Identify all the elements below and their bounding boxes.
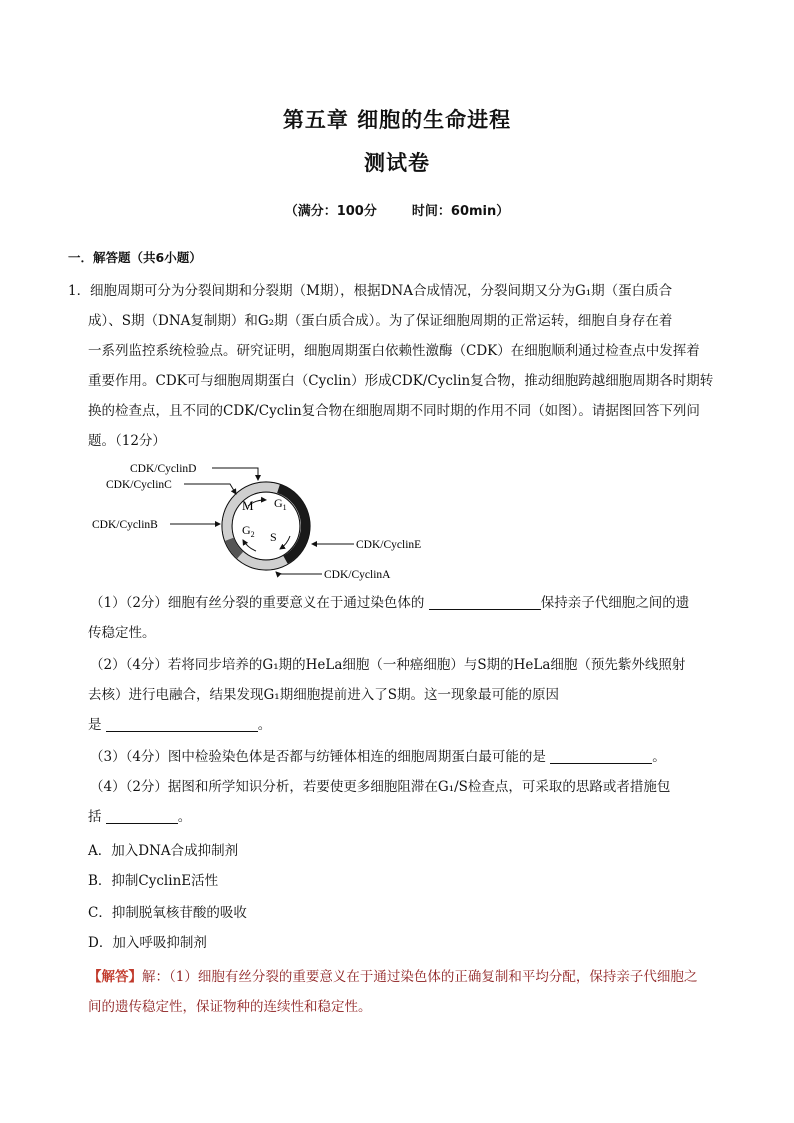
arrow-cyclin-a [276, 572, 322, 574]
subquestion-2-line1: （2）（4分）若将同步培养的G₁期的HeLa细胞（一种癌细胞）与S期的HeLa细胞（预先紫外线照射 [90, 657, 686, 673]
subquestion-3: （3）（4分）图中检验染色体是否都与纺锤体相连的细胞周期蛋白最可能的是 。 [90, 749, 666, 765]
question-number: 1． [68, 283, 91, 299]
label-cyclin-c: CDK/CyclinC [106, 479, 172, 491]
cycle-arrow-right [280, 536, 290, 549]
subquestion-1-line2: 传稳定性。 [88, 625, 156, 641]
question-stem-line1: 细胞周期可分为分裂间期和分裂期（M期），根据DNA合成情况，分裂间期又分为G₁期（蛋白质合 [90, 283, 673, 299]
subquestion-1-line1: （1）（2分）细胞有丝分裂的重要意义在于通过染色体的 保持亲子代细胞之间的遗 [90, 595, 690, 611]
question-stem-line3: 一系列监控系统检验点。研究证明，细胞周期蛋白依赖性激酶（CDK）在细胞顺利通过检查点中发挥着 [88, 343, 700, 359]
exam-meta [0, 200, 794, 219]
section-heading: 一．解答题（共6小题） [68, 250, 202, 265]
answer-blank-4[interactable] [106, 807, 178, 824]
question-stem-line6: 题。（12分） [88, 433, 166, 449]
full-score: （满分：100分 [284, 204, 377, 219]
subquestion-4-line2: 括 。 [88, 809, 192, 825]
answer-label: 解： [142, 969, 169, 985]
subquestion-2-line3: 是 。 [88, 717, 272, 733]
label-cyclin-d: CDK/CyclinD [130, 463, 197, 475]
arrow-cyclin-c [184, 484, 236, 494]
chapter-title: 第五章 细胞的生命进程 [282, 108, 512, 132]
question-stem-line5: 换的检查点，且不同的CDK/Cyclin复合物在细胞周期不同时期的作用不同（如图）。请据图回答下列问 [88, 403, 700, 419]
answer-tag: 【解答】 [88, 969, 142, 985]
arrow-cyclin-d [212, 468, 258, 480]
phase-s: S [270, 530, 277, 544]
answer-blank-3[interactable] [550, 747, 652, 764]
label-cyclin-b: CDK/CyclinB [92, 519, 158, 531]
answer-blank-2[interactable] [106, 715, 258, 732]
answer-line2: 间的遗传稳定性，保证物种的连续性和稳定性。 [88, 999, 372, 1015]
question-stem-line4: 重要作用。CDK可与细胞周期蛋白（Cyclin）形成CDK/Cyclin复合物，推动细胞跨越细胞周期各时期转 [88, 373, 714, 389]
cell-cycle-figure [80, 458, 460, 586]
phase-g2: $G_2$ [242, 523, 255, 539]
label-cyclin-a: CDK/CyclinA [324, 569, 391, 581]
option-a[interactable]: A．加入DNA合成抑制剂 [88, 843, 239, 859]
question-stem-line2: 成）、S期（DNA复制期）和G₂期（蛋白质合成）。为了保证细胞周期的正常运转，细胞自身存在着 [88, 313, 673, 329]
test-subtitle: 测试卷 [364, 151, 430, 175]
answer-blank-1[interactable] [429, 593, 541, 610]
phase-g1: $G_1$ [274, 496, 287, 512]
cycle-arrow-left [243, 540, 256, 551]
subquestion-4-line1: （4）（2分）据图和所学知识分析，若要使更多细胞阻滞在G₁/S检查点，可采取的思路或者措施包 [90, 779, 671, 795]
time-limit: 时间：60min） [411, 204, 510, 219]
option-b[interactable]: B．抑制CyclinE活性 [88, 873, 219, 889]
option-d[interactable]: D．加入呼吸抑制剂 [88, 935, 207, 951]
subquestion-2-line2: 去核）进行电融合，结果发现G₁期细胞提前进入了S期。这一现象最可能的原因 [88, 687, 559, 703]
label-cyclin-e: CDK/CyclinE [356, 539, 422, 551]
answer-line1: 【解答】解：（1）细胞有丝分裂的重要意义在于通过染色体的正确复制和平均分配，保持亲子代细胞之 [88, 969, 698, 985]
option-c[interactable]: C．抑制脱氧核苷酸的吸收 [88, 905, 247, 921]
phase-m: M [242, 498, 254, 513]
